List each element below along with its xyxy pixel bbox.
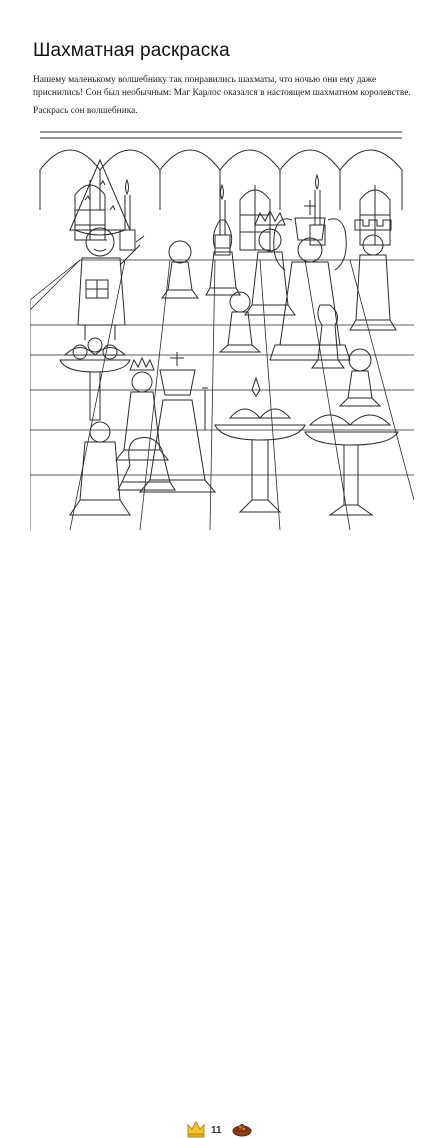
candles — [120, 175, 325, 255]
rook-piece — [350, 220, 396, 330]
pawn-right — [340, 349, 380, 406]
wizard-hat-icon — [232, 1118, 252, 1138]
king-on-throne — [270, 200, 350, 360]
intro-text: Нашему маленькому волшебнику так понравились шахматы, что ночью они ему даже приснились! Сон был необычным: Маг Карлос оказался в настоящем шахматном королевстве. — [33, 75, 411, 99]
knight-front — [118, 438, 175, 491]
instruction-text: Раскрась сон волшебника. — [33, 106, 138, 116]
king-front — [140, 352, 215, 492]
pawn-back — [162, 241, 198, 298]
page-footer — [0, 558, 443, 1136]
pawn-middle — [220, 292, 260, 352]
castle-arches — [40, 132, 402, 210]
page-number: 11 — [211, 1125, 222, 1136]
crown-icon — [186, 1120, 206, 1138]
castle-windows — [75, 180, 390, 250]
pawn-front-left — [70, 422, 130, 515]
chess-floor — [30, 260, 414, 530]
fruit-table-center — [215, 378, 305, 512]
page-title: Шахматная раскраска — [33, 40, 230, 61]
coloring-illustration — [30, 120, 414, 530]
bishop-back — [206, 220, 240, 295]
